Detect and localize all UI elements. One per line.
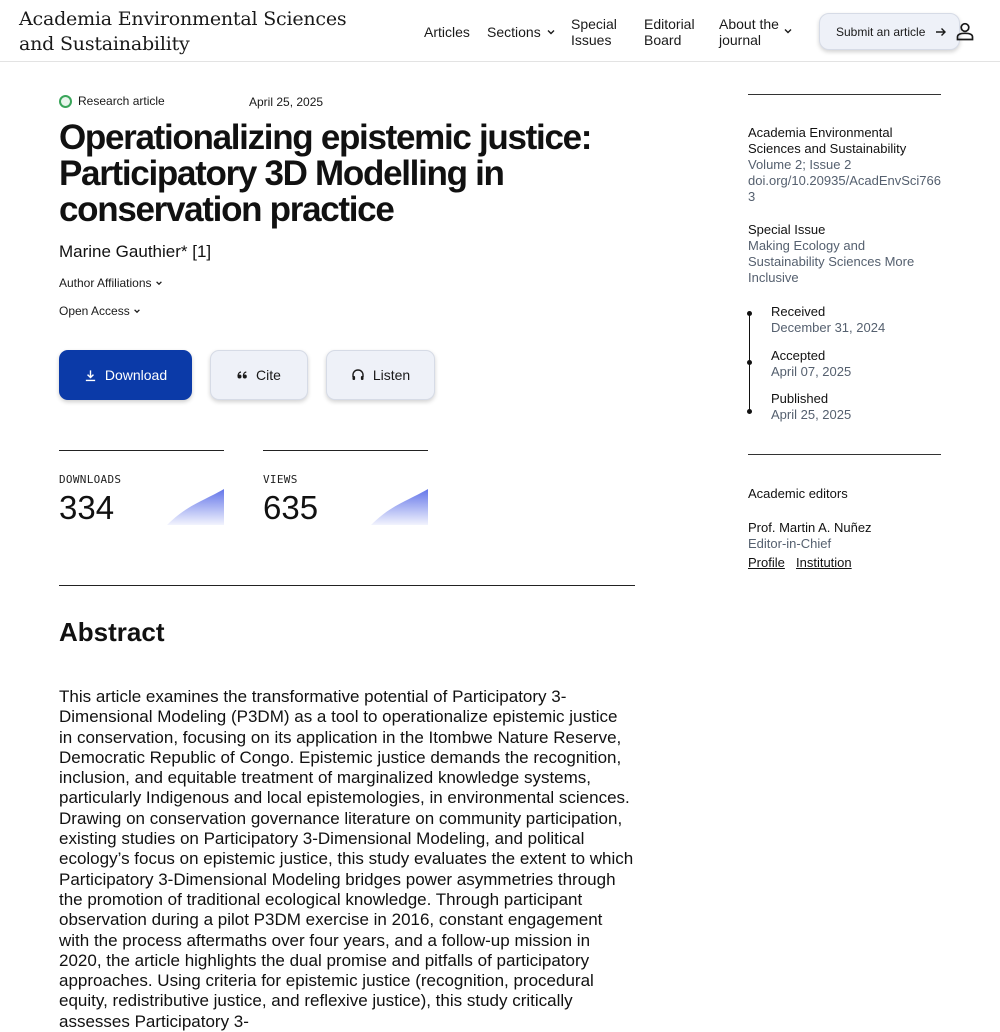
journal-volume: Volume 2; Issue 2 [748,157,852,172]
views-metric [263,450,428,530]
chevron-down-icon [155,279,163,287]
download-label: Download [104,367,168,383]
article-author[interactable]: Marine Gauthier* [1] [59,242,212,261]
academic-editors-heading: Academic editors [748,486,848,501]
special-issue-info [748,222,941,286]
timeline-published [771,391,851,423]
site-header [0,0,1000,62]
journal-name[interactable]: Academia Environmental Sciences and Sustainability [748,125,907,156]
views-label: VIEWS [263,473,298,486]
views-value: 635 [263,489,319,526]
special-issue-name[interactable]: Making Ecology and Sustainability Sciences More Inclusive [748,238,915,285]
timeline-date: December 31, 2024 [771,320,886,335]
editor-role: Editor-in-Chief [748,536,832,551]
doi-link[interactable]: doi.org/10.20935/AcadEnvSci7663 [748,173,941,204]
downloads-label: DOWNLOADS [59,473,122,486]
timeline-date: April 07, 2025 [771,364,852,379]
timeline-label: Received [771,304,826,319]
editor-profile-link[interactable]: Profile [748,555,785,570]
timeline-label: Accepted [771,348,826,363]
cite-label: Cite [256,367,281,383]
downloads-value: 334 [59,489,115,526]
nav-sections[interactable] [487,24,556,40]
article-type-badge [59,94,165,108]
editor-name: Prof. Martin A. Nuñez [748,520,872,535]
author-affiliations-toggle[interactable] [59,276,163,290]
views-sparkline [371,489,428,525]
timeline-dot [747,311,752,316]
timeline-dot [747,360,752,365]
headphones-icon [351,368,365,382]
author-affiliations-label: Author Affiliations [59,276,152,290]
timeline-accepted [771,348,851,380]
timeline-date: April 25, 2025 [771,407,852,422]
download-icon [84,369,97,382]
journal-info [748,125,941,205]
article-title: Operationalizing epistemic justice: Participatory 3D Modelling in conservation practice [59,118,592,229]
timeline-received [771,304,885,336]
sidebar-divider [748,94,941,95]
abstract-body: This article examines the transformative potential of Participatory 3-Dimensional Modeling (P3DM) as a tool to operationalize epistemic justice in conservation, focusing on its application in the Itombwe Nature Reserve, Democratic Republic of Congo. Epistemic justice demands the recognition, inclusion, and equitable treatment of marginalized knowledge systems, particularly Indigenous and local epistemologies, in environmental sciences. Drawing on conservation governance literature on community participation, existing studies on Participatory 3-Dimensional Modeling, and political ecology’s focus on epistemic justice, this study evaluates the extent to which Participatory 3-Dimensional Modeling bridges power asymmetries through the promotion of traditional ecological knowledge. Through participant observation during a pilot P3DM exercise in 2016, constant engagement with the process aftermaths over four years, and a follow-up mission in 2020, the article highlights the dual promise and pitfalls of participatory approaches. Using criteria for epistemic justice (recognition, procedural equity, redistributive justice, and reflexive justice), this study critically assesses Participatory 3- [59,687,634,1031]
chevron-down-icon [133,307,141,315]
abstract-heading: Abstract [59,617,165,647]
publication-timeline [748,304,941,424]
journal-brand[interactable]: Academia Environmental Sciences and Sustainability [19,8,347,55]
section-divider [59,585,635,586]
submit-article-button[interactable] [819,13,960,50]
chevron-down-icon[interactable] [783,26,793,36]
publication-date: April 25, 2025 [249,95,324,109]
download-button[interactable] [59,350,192,400]
article-type-label: Research article [78,94,165,108]
status-dot-icon [59,95,72,108]
sidebar-divider [748,454,941,455]
submit-article-label: Submit an article [836,24,926,39]
chevron-down-icon [546,27,556,37]
user-icon[interactable] [955,21,975,41]
listen-button[interactable] [326,350,435,400]
special-issue-label: Special Issue [748,222,826,237]
editor-institution-link[interactable]: Institution [796,555,852,570]
nav-editorial-board[interactable]: Editorial Board [644,16,695,48]
downloads-metric [59,450,224,530]
open-access-toggle[interactable] [59,304,141,318]
nav-about-journal[interactable]: About the journal [719,16,779,48]
nav-special-issues[interactable]: Special Issues [571,16,617,48]
listen-label: Listen [372,367,411,383]
quote-icon [237,371,248,380]
nav-sections-label: Sections [487,24,541,40]
nav-articles[interactable]: Articles [424,24,470,40]
downloads-sparkline [167,489,224,525]
arrow-right-icon [935,27,947,37]
timeline-dot [747,409,752,414]
open-access-label: Open Access [59,304,130,318]
cite-button[interactable] [210,350,308,400]
timeline-label: Published [771,391,829,406]
